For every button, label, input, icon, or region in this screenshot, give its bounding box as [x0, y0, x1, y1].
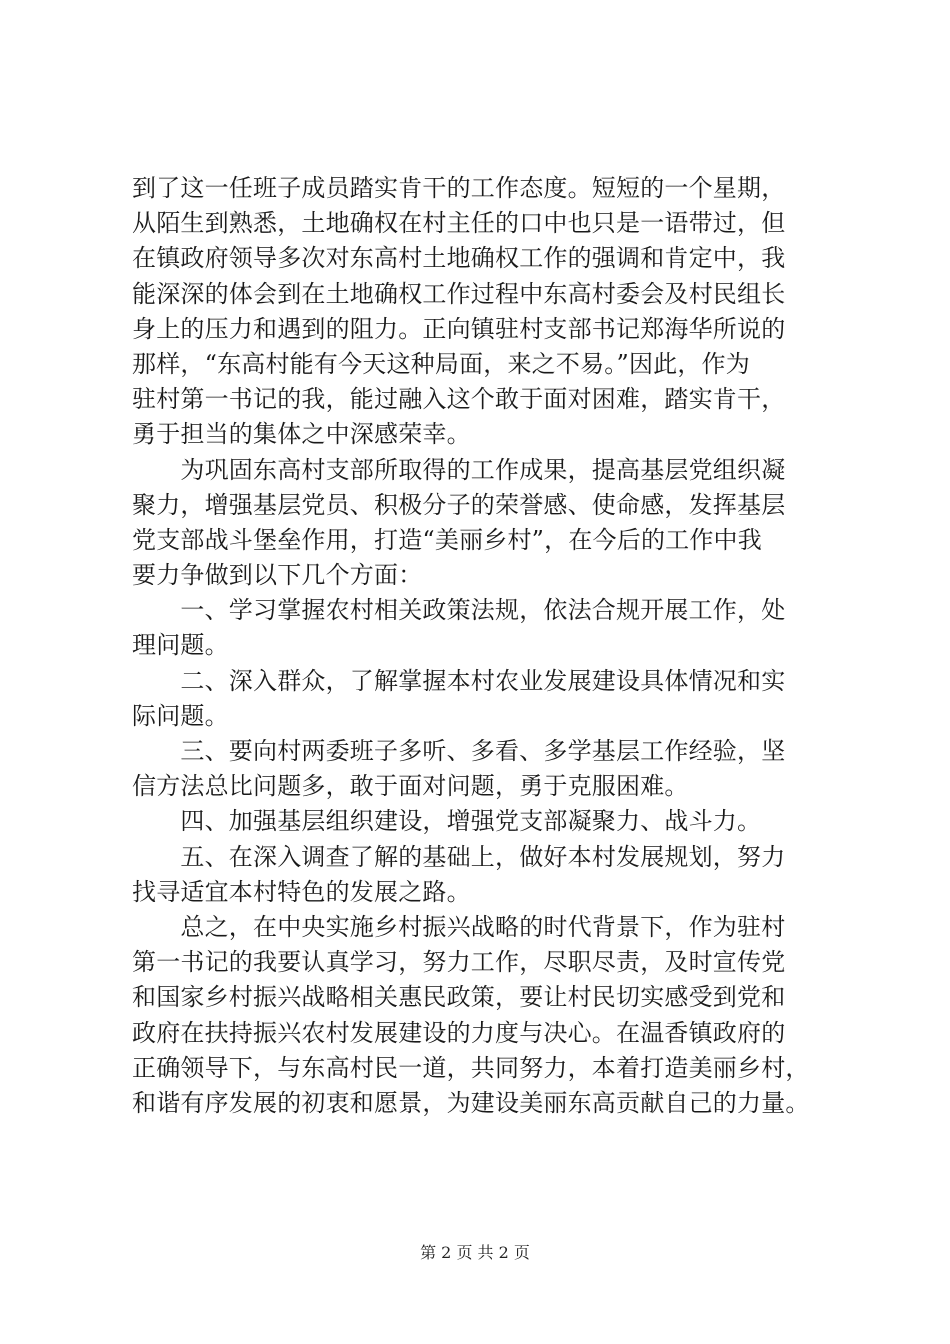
text-line: 五、在深入调查了解的基础上，做好本村发展规划，努力: [132, 842, 786, 871]
text-line: 在镇政府领导多次对东高村土地确权工作的强调和肯定中，我: [132, 244, 786, 273]
text-line: 四、加强基层组织建设，增强党支部凝聚力、战斗力。: [132, 807, 762, 836]
text-line: 信方法总比问题多，敢于面对问题，勇于克服困难。: [132, 772, 689, 801]
text-line: 能深深的体会到在土地确权工作过程中东高村委会及村民组长: [132, 279, 786, 308]
text-line: 那样，“东高村能有今天这种局面，来之不易。”因此，作为: [132, 349, 750, 378]
text-line: 到了这一任班子成员踏实肯干的工作态度。短短的一个星期，: [132, 174, 786, 202]
text-line: 勇于担当的集体之中深感荣幸。: [132, 420, 471, 449]
text-line: 政府在扶持振兴农村发展建设的力度与决心。在温香镇政府的: [132, 1018, 786, 1047]
text-line: 驻村第一书记的我，能过融入这个敢于面对困难，踏实肯干，: [132, 385, 786, 414]
text-line: 和谐有序发展的初衷和愿景，为建设美丽东高贡献自己的力量。: [132, 1088, 810, 1117]
text-line: 正确领导下，与东高村民一道，共同努力，本着打造美丽乡村，: [132, 1053, 810, 1082]
text-line: 一、学习掌握农村相关政策法规，依法合规开展工作，处: [132, 596, 786, 625]
text-line: 理问题。: [132, 631, 229, 660]
document-body: [132, 171, 842, 1121]
text-line: 际问题。: [132, 701, 229, 730]
text-line: 找寻适宜本村特色的发展之路。: [132, 877, 471, 906]
text-line: 总之，在中央实施乡村振兴战略的时代背景下，作为驻村: [132, 912, 786, 941]
text-line: 要力争做到以下几个方面：: [132, 561, 423, 590]
text-line: 党支部战斗堡垒作用，打造“美丽乡村”，在今后的工作中我: [132, 525, 762, 554]
page-footer: 第 2 页 共 2 页: [420, 1243, 530, 1262]
text-line: 为巩固东高村支部所取得的工作成果，提高基层党组织凝: [132, 455, 786, 484]
text-line: 身上的压力和遇到的阻力。正向镇驻村支部书记郑海华所说的: [132, 314, 786, 343]
text-line: 和国家乡村振兴战略相关惠民政策，要让村民切实感受到党和: [132, 983, 786, 1012]
text-line: 第一书记的我要认真学习，努力工作，尽职尽责，及时宣传党: [132, 948, 786, 977]
text-line: 聚力，增强基层党员、积极分子的荣誉感、使命感，发挥基层: [132, 490, 786, 519]
text-line: 三、要向村两委班子多听、多看、多学基层工作经验，坚: [132, 737, 786, 765]
text-line: 从陌生到熟悉，土地确权在村主任的口中也只是一语带过，但: [132, 209, 786, 238]
text-line: 二、深入群众，了解掌握本村农业发展建设具体情况和实: [132, 666, 786, 695]
